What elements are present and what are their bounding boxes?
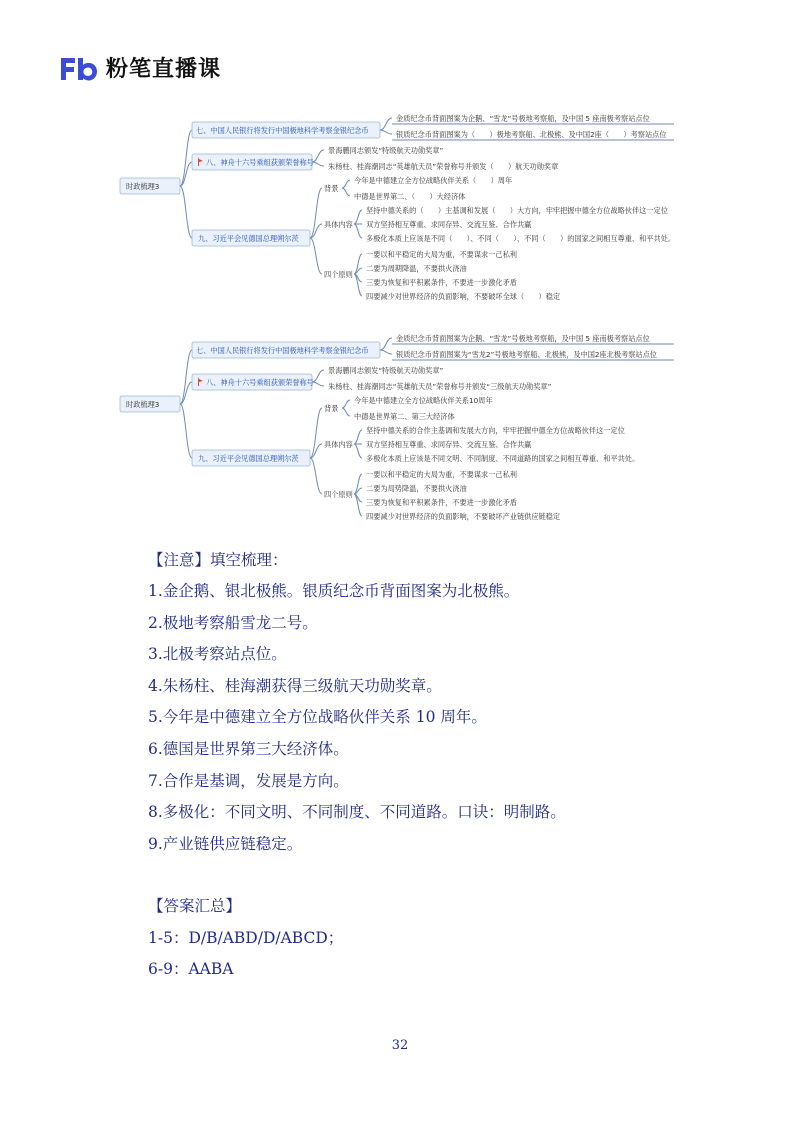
mm1-content-label: 具体内容: [324, 220, 353, 229]
page-number: 32: [391, 1038, 409, 1053]
mindmap-question: [118, 108, 678, 308]
mm2-content-line-1: 坚持中德关系的合作主基调和发展大方向，牢牢把握中德全方位战略伙伴这一定位: [366, 426, 625, 435]
fenbi-logo-icon: [58, 54, 98, 82]
note-item-7: 7.合作是基调，发展是方向。: [148, 771, 349, 790]
notes-heading: 【注意】填空梳理：: [148, 551, 288, 569]
mm2-content-line-2: 双方坚持相互尊重、求同存异、交流互鉴、合作共赢: [366, 440, 532, 449]
mm2-branch-8: 八、神舟十六号乘组获颁荣誉称号: [206, 378, 314, 387]
answers-line-2: 6-9：AABA: [148, 960, 234, 978]
mm2-b7-line-1: 金质纪念币背面图案为企鹅、“雪龙”号极地考察船，及中国 5 座南极考察站点位: [396, 334, 650, 343]
mm2-branch-7: 七、中国人民银行将发行中国极地科学考察金银纪念币: [196, 346, 369, 355]
notes-section: [148, 550, 748, 865]
mm2-principles-label: 四个原则: [324, 490, 353, 499]
mm1-principles-label: 四个原则: [324, 270, 353, 279]
mm2-b8-line-2: 朱杨柱、桂海潮同志“英雄航天员”荣誉称号并颁发“三级航天功勋奖章”: [328, 382, 552, 391]
mm1-principle-4: 四要减少对世界经济的负面影响，不要破坏全球（ ）稳定: [366, 292, 561, 301]
mm2-content-line-3: 多极化本质上应该是不同文明、不同制度、不同道路的国家之间相互尊重、和平共处。: [366, 454, 640, 463]
answers-line-1: 1-5：D/B/ABD/D/ABCD；: [148, 928, 344, 947]
mm1-root: 时政梳理3: [126, 182, 160, 191]
mm2-bg-line-1: 今年是中德建立全方位战略伙伴关系10周年: [354, 396, 493, 405]
mm2-root: 时政梳理3: [126, 400, 160, 409]
mm1-content-line-2: 双方坚持相互尊重、求同存异、交流互鉴、合作共赢: [366, 220, 532, 229]
mm2-content-label: 具体内容: [324, 440, 353, 449]
mm2-principle-4: 四要减少对世界经济的负面影响，不要破坏产业链供应链稳定: [366, 512, 561, 521]
mm1-principle-2: 二要为周期降温，不要拱火浇油: [366, 264, 467, 273]
mm1-bg-line-1: 今年是中德建立全方位战略伙伴关系（ ）周年: [354, 176, 513, 185]
mm1-branch-7: 七、中国人民银行将发行中国极地科学考察金银纪念币: [196, 126, 369, 135]
note-item-4: 4.朱杨柱、桂海潮获得三级航天功勋奖章。: [148, 676, 442, 695]
mm1-content-line-1: 坚持中德关系的（ ）主基调和发展（ ）大方向，牢牢把握中德全方位战略伙伴这一定位: [366, 206, 668, 215]
mm2-branch-9: 九、习近平会见德国总理朔尔茨: [198, 454, 299, 463]
mm1-b8-line-2: 朱杨柱、桂海潮同志“英雄航天员”荣誉称号并颁发（ ）航天功勋奖章: [328, 162, 559, 171]
mm1-bg-line-2: 中德是世界第二、（ ）大经济体: [354, 192, 466, 201]
mm2-principle-1: 一要以和平稳定的大局为重，不要谋求一己私利: [366, 470, 517, 479]
mm2-b7-line-2: 银质纪念币背面图案为“雪龙2”号极地考察船、北极熊，及中国2座北极考察站点位: [396, 350, 657, 359]
mm1-principle-3: 三要为恢复和平积累条件，不要进一步激化矛盾: [366, 278, 517, 287]
mm1-branch-9: 九、习近平会见德国总理朔尔茨: [198, 234, 299, 243]
mm2-principle-2: 二要为局势降温，不要拱火浇油: [366, 484, 467, 493]
mm1-principle-1: 一要以和平稳定的大局为重，不要谋求一己私利: [366, 250, 517, 259]
mm1-b7-line-2: 银质纪念币背面图案为（ ）极地考察船、北极熊、及中国2座（ ）考察站点位: [396, 130, 667, 139]
brand-logo: [58, 52, 221, 83]
answers-section: [148, 896, 343, 991]
note-item-8: 8.多极化：不同文明、不同制度、不同道路。口诀：明制路。: [148, 803, 566, 822]
note-item-3: 3.北极考察站点位。: [148, 645, 287, 664]
mm2-b8-line-1: 景海鹏同志颁发“特级航天功勋奖章”: [328, 366, 444, 375]
mm1-b8-line-1: 景海鹏同志颁发“特级航天功勋奖章”: [328, 146, 444, 155]
mm1-b7-line-1: 金质纪念币背面图案为企鹅、“雪龙”号极地考察船，及中国 5 座南极考察站点位: [396, 114, 650, 123]
mm1-bg-label: 背景: [324, 184, 339, 193]
mm2-principle-3: 三要为恢复和平积累条件，不要进一步激化矛盾: [366, 498, 517, 507]
mm1-branch-8: 八、神舟十六号乘组获颁荣誉称号: [206, 158, 314, 167]
note-item-9: 9.产业链供应链稳定。: [148, 834, 303, 853]
mm2-bg-label: 背景: [324, 404, 339, 413]
mm2-bg-line-2: 中德是世界第二、第三大经济体: [354, 412, 455, 421]
note-item-1: 1.金企鹅、银北极熊。银质纪念币背面图案为北极熊。: [148, 582, 520, 600]
mindmap-answer: [118, 324, 678, 524]
note-item-2: 2.极地考察船雪龙二号。: [148, 613, 318, 632]
note-item-6: 6.德国是世界第三大经济体。: [148, 739, 349, 758]
mm1-content-line-3: 多极化本质上应该是不同（ ）、不同（ ）、不同（ ）的国家之间相互尊重、和平共处。: [366, 234, 676, 243]
note-item-5: 5.今年是中德建立全方位战略伙伴关系 10 周年。: [148, 708, 487, 727]
logo-text: 粉笔直播课: [106, 57, 222, 82]
answers-heading: 【答案汇总】: [148, 897, 242, 915]
